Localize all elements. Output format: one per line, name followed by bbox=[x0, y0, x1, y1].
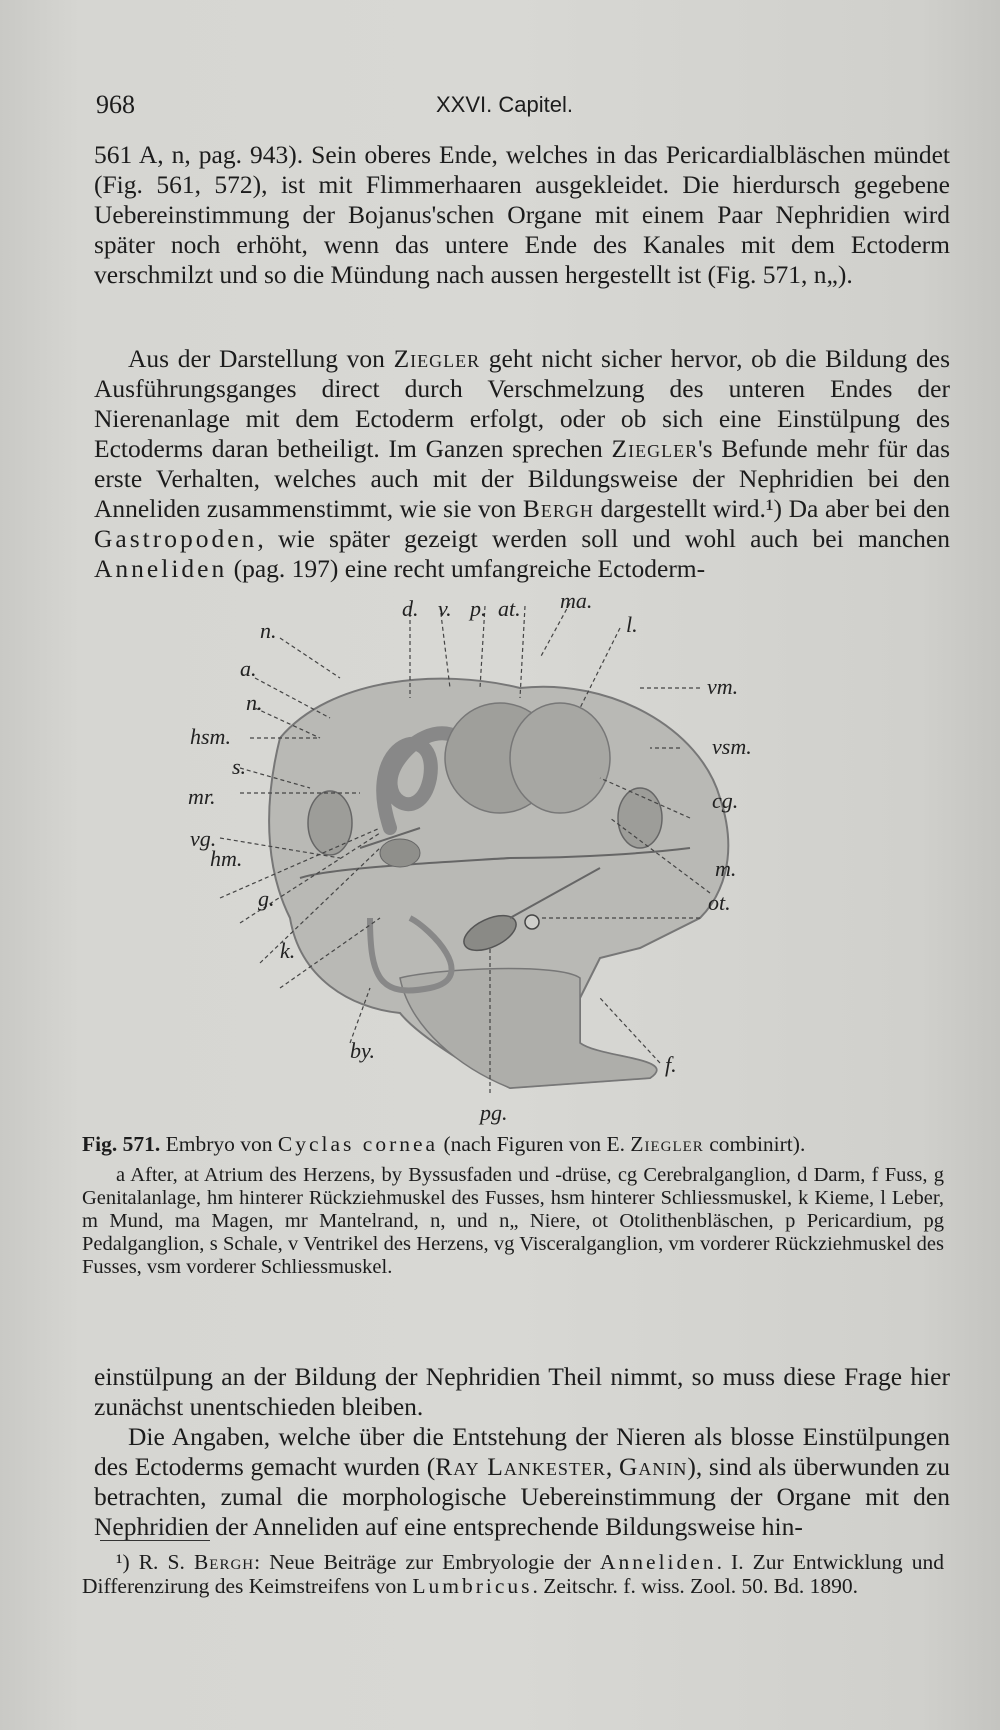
label-l: l. bbox=[626, 612, 638, 637]
footnote-text: : Neue Beiträge zur Embryologie der bbox=[254, 1550, 600, 1574]
spaced-term: Anneliden bbox=[94, 554, 228, 583]
paragraph-2-text: 's Befunde mehr für das erste Verhalten, welches auch mit der Bildungsweise der Nephridien bei den Anneliden zusammenstimmt, wie sie von bbox=[94, 434, 950, 523]
label-v: v. bbox=[438, 596, 452, 621]
paragraph-2 bbox=[94, 344, 950, 584]
author-name: Bergh bbox=[522, 494, 594, 523]
footnote-text: . Zeitschr. f. wiss. Zool. 50. Bd. 1890. bbox=[532, 1574, 859, 1598]
author-name: Ray Lankester bbox=[435, 1452, 606, 1481]
footnote-text: . I. Zur Entwicklung und Differenzirung des Keimstreifens von bbox=[82, 1550, 945, 1598]
page-number: 968 bbox=[96, 90, 135, 119]
label-vsm: vsm. bbox=[712, 734, 752, 759]
label-by: by. bbox=[350, 1038, 376, 1063]
embryo-figure bbox=[180, 588, 810, 1138]
label-f: f. bbox=[665, 1052, 677, 1077]
paragraph-2-text: geht nicht sicher hervor, ob die Bildung des Ausführungsganges direct durch Verschmelzung des unteren Endes der Nierenanlage mit dem Ectoderm erfolgt, oder ob sich eine Einstülpung des Ectoderms daran betheiligt. Im Ganzen sprechen bbox=[94, 344, 950, 463]
spaced-term: Gastropoden bbox=[94, 524, 258, 553]
embryo-illustration bbox=[180, 588, 810, 1138]
figure-number: Fig. 571. bbox=[82, 1132, 161, 1156]
spaced-term: Anneliden bbox=[600, 1550, 717, 1574]
label-m: m. bbox=[715, 856, 737, 881]
paragraph-3-text: einstülpung an der Bildung der Nephridien Theil nimmt, so muss diese Frage hier zunächst unentschieden bleiben. bbox=[94, 1362, 950, 1421]
paragraph-4-text: Die Angaben, welche über die Entstehung der Nieren als blosse Einstülpungen des Ectoderms gemacht wurden ( bbox=[94, 1422, 950, 1481]
label-mr: mr. bbox=[188, 784, 216, 809]
label-d: d. bbox=[402, 596, 419, 621]
label-k: k. bbox=[280, 938, 296, 963]
author-name: Ziegler bbox=[630, 1132, 704, 1156]
paragraph-4-text: , bbox=[605, 1452, 619, 1481]
author-name: Ziegler bbox=[611, 434, 699, 463]
spaced-term: Lumbricus bbox=[412, 1574, 533, 1598]
paragraph-2-text: dargestellt wird.¹) Da aber bei den bbox=[593, 494, 950, 523]
footnote-text: ¹) R. S. bbox=[116, 1550, 194, 1574]
label-p: p. bbox=[470, 596, 487, 621]
caption-text: combinirt). bbox=[703, 1132, 806, 1156]
paragraph-2-text: (pag. 197) eine recht umfangreiche Ectoderm- bbox=[227, 554, 706, 583]
paragraph-1 bbox=[94, 140, 950, 290]
label-ma: ma. bbox=[560, 588, 593, 613]
page-header bbox=[96, 90, 936, 126]
figure-legend: a After, at Atrium des Herzens, by Byssusfaden und -drüse, cg Cerebralganglion, d Darm, f Fuss, g Genitalanlage, hm hinterer Rückziehmuskel des Fusses, hsm hinterer Schliessmuskel, k Kieme, l Leber, m Mund, ma Magen, mr Mantelrand, n, und n„ Niere, ot Otolithenbläschen, p Pericardium, pg Pedalganglion, s Schale, v Ventrikel des Herzens, vg Visceralganglion, vm vorderer Rückziehmuskel des Fusses, vsm vorderer Schliessmuskel. bbox=[82, 1164, 944, 1278]
label-a: a. bbox=[240, 656, 257, 681]
author-name: Ganin bbox=[618, 1452, 688, 1481]
posterior-muscle-shape bbox=[308, 791, 352, 855]
paragraph-2-text: Aus der Darstellung von bbox=[128, 344, 394, 373]
figure-caption bbox=[82, 1132, 944, 1279]
label-vm: vm. bbox=[707, 674, 739, 699]
chapter-title: XXVI. Capitel. bbox=[436, 92, 573, 117]
caption-text: Embryo von bbox=[160, 1132, 278, 1156]
paragraph-1-text: 561 A, n, pag. 943). Sein oberes Ende, welches in das Pericardialbläschen mündet (Fig. 561, 572), ist mit Flimmerhaaren ausgekleidet. Die hierdursch gegebene Uebereinstimmung der Bojanus'schen Organe mit einem Paar Nephridien wird später noch erhöht, wenn das untere Ende des Kanales mit dem Ectoderm verschmilzt und so die Mündung nach aussen hergestellt ist (Fig. 571, n„). bbox=[94, 140, 950, 289]
label-s: s. bbox=[232, 754, 247, 779]
label-hsm: hsm. bbox=[190, 724, 231, 749]
label-cg: cg. bbox=[712, 788, 739, 813]
footnote-divider bbox=[100, 1540, 210, 1541]
paragraph-3 bbox=[94, 1362, 950, 1422]
paragraph-2-text: , wie später gezeigt werden soll und wohl auch bei manchen bbox=[257, 524, 950, 553]
label-at: at. bbox=[498, 596, 521, 621]
caption-text: (nach Figuren von E. bbox=[438, 1132, 631, 1156]
liver-shape bbox=[510, 703, 610, 813]
author-name: Ziegler bbox=[393, 344, 481, 373]
label-hm: hm. bbox=[210, 846, 243, 871]
author-name: Bergh bbox=[193, 1550, 255, 1574]
otocyst-shape bbox=[525, 915, 539, 929]
paragraph-4 bbox=[94, 1422, 950, 1542]
label-vg: vg. bbox=[190, 826, 217, 851]
label-g: g. bbox=[258, 886, 275, 911]
label-n2: n. bbox=[246, 690, 263, 715]
label-pg: pg. bbox=[480, 1100, 508, 1125]
anterior-muscle-shape bbox=[618, 788, 662, 848]
label-n1: n. bbox=[260, 618, 277, 643]
label-ot: ot. bbox=[708, 890, 731, 915]
gonad-shape bbox=[380, 839, 420, 867]
species-name: Cyclas cornea bbox=[277, 1132, 439, 1156]
footnote bbox=[82, 1550, 944, 1598]
paragraph-4-text: ), sind als überwunden zu betrachten, zumal die morphologische Uebereinstimmung der Organe mit den Nephridien der Anneliden auf eine entsprechende Bildungsweise hin- bbox=[94, 1452, 950, 1541]
